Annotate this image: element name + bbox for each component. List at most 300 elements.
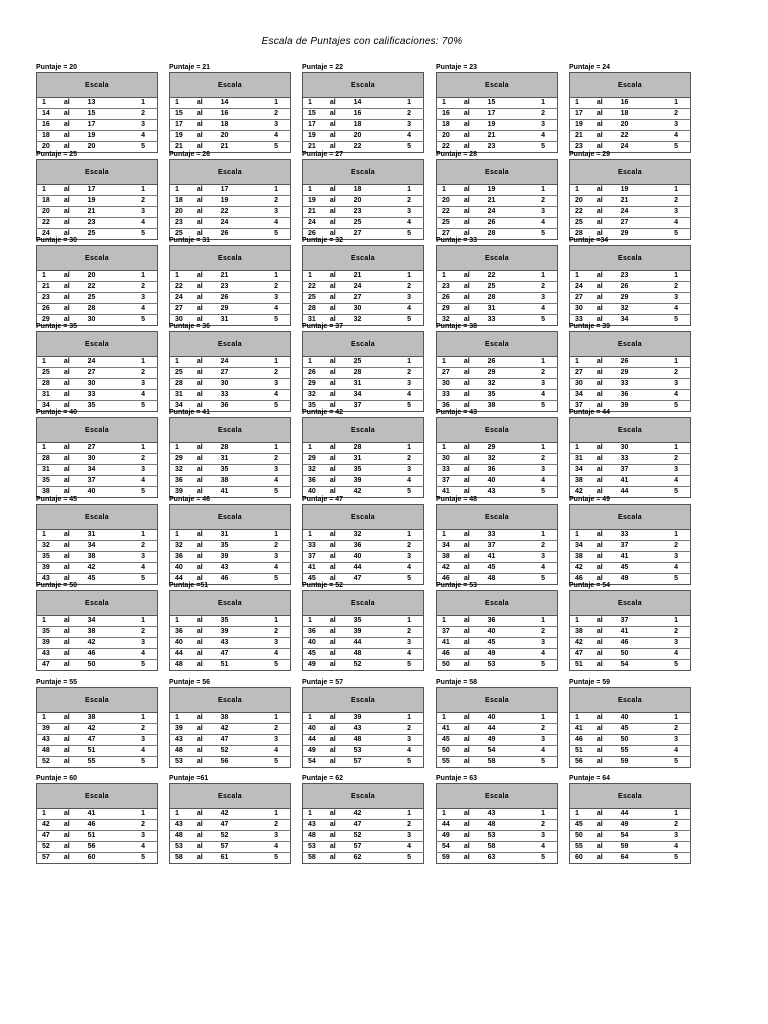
range-from: 26 [303, 368, 330, 379]
range-word: al [329, 575, 336, 582]
range-word: al [64, 368, 88, 379]
range-to: 31 [488, 304, 530, 315]
table-row [437, 109, 558, 120]
grade-value: 1 [662, 616, 690, 627]
table-row [170, 465, 291, 476]
range-word: al [463, 488, 470, 495]
table-row [37, 735, 158, 746]
range-word: al [330, 616, 354, 627]
score-table [569, 245, 691, 326]
table-row [170, 109, 291, 120]
grade-value: 5 [541, 758, 546, 765]
range-from: 36 [303, 627, 330, 638]
range-word: al [330, 820, 354, 831]
grade-value: 5 [141, 402, 146, 409]
grade-value: 5 [674, 661, 679, 668]
grade-value: 2 [262, 627, 290, 638]
range-from: 35 [37, 627, 64, 638]
range-to: 48 [354, 735, 396, 746]
grade-value: 3 [662, 638, 690, 649]
range-from: 1 [303, 443, 330, 454]
table-row [170, 541, 291, 552]
range-word: al [464, 109, 488, 120]
grade-value: 4 [262, 390, 290, 401]
range-word: al [330, 735, 354, 746]
grade-value: 5 [407, 758, 412, 765]
range-word: al [64, 293, 88, 304]
range-from: 1 [303, 357, 330, 368]
range-word: al [597, 724, 621, 735]
range-to: 26 [220, 230, 229, 237]
range-from: 39 [37, 563, 64, 574]
table-row [437, 616, 558, 627]
range-word: al [197, 831, 221, 842]
grade-value: 3 [662, 465, 690, 476]
table-row [37, 109, 158, 120]
table-row [570, 131, 691, 142]
range-to: 36 [488, 465, 530, 476]
range-from: 28 [170, 379, 197, 390]
range-word: al [197, 638, 221, 649]
range-to: 19 [221, 196, 263, 207]
table-row [570, 454, 691, 465]
score-table [36, 504, 158, 585]
grade-value: 4 [262, 842, 290, 853]
table-row [303, 809, 424, 820]
range-from: 44 [175, 575, 183, 582]
range-to: 48 [488, 820, 530, 831]
range-from: 24 [303, 218, 330, 229]
range-word: al [597, 368, 621, 379]
range-from: 1 [570, 809, 597, 820]
score-table [169, 783, 291, 864]
scale-header: Escala [37, 505, 158, 530]
range-to: 28 [354, 368, 396, 379]
table-row [570, 98, 691, 109]
range-from: 1 [37, 530, 64, 541]
range-word: al [596, 661, 603, 668]
range-word: al [329, 143, 336, 150]
range-word: al [597, 735, 621, 746]
range-to: 30 [621, 443, 663, 454]
range-from: 44 [437, 820, 464, 831]
range-word: al [464, 746, 488, 757]
range-word: al [597, 820, 621, 831]
range-to: 18 [621, 109, 663, 120]
range-from: 27 [437, 368, 464, 379]
range-from: 1 [37, 185, 64, 196]
range-from: 40 [170, 638, 197, 649]
range-word: al [197, 530, 221, 541]
score-block-label: Puntaje = 54 [569, 582, 611, 589]
grade-value: 1 [662, 809, 690, 820]
grade-value: 1 [129, 443, 157, 454]
range-word: al [464, 831, 488, 842]
score-block-label: Puntaje = 32 [302, 237, 344, 244]
table-row [170, 530, 291, 541]
grade-value: 1 [262, 530, 290, 541]
table-row [170, 476, 291, 487]
scale-header: Escala [37, 246, 158, 271]
range-to: 31 [221, 530, 263, 541]
grade-value: 3 [129, 735, 157, 746]
grade-value: 2 [395, 454, 423, 465]
grade-value: 1 [395, 713, 423, 724]
table-row [170, 820, 291, 831]
grade-value: 2 [262, 368, 290, 379]
range-to: 51 [220, 661, 229, 668]
range-from: 54 [437, 842, 464, 853]
grade-value: 3 [129, 293, 157, 304]
range-to: 37 [621, 616, 663, 627]
range-from: 56 [575, 758, 583, 765]
range-to: 31 [221, 454, 263, 465]
range-word: al [597, 218, 621, 229]
range-word: al [196, 402, 203, 409]
table-row [303, 271, 424, 282]
scale-header: Escala [437, 332, 558, 357]
table-row [37, 649, 158, 660]
grade-value: 4 [529, 218, 557, 229]
range-word: al [464, 649, 488, 660]
range-word: al [63, 854, 70, 861]
table-row [37, 809, 158, 820]
grade-value: 2 [529, 454, 557, 465]
range-word: al [63, 575, 70, 582]
range-word: al [464, 120, 488, 131]
range-from: 30 [570, 304, 597, 315]
grade-value: 5 [674, 575, 679, 582]
range-from: 20 [437, 196, 464, 207]
grade-value: 3 [395, 552, 423, 563]
range-to: 34 [88, 541, 130, 552]
score-table [436, 687, 558, 768]
grade-value: 4 [529, 304, 557, 315]
range-from: 39 [170, 724, 197, 735]
range-from: 1 [170, 271, 197, 282]
grade-value: 4 [395, 390, 423, 401]
range-from: 1 [570, 443, 597, 454]
table-row [437, 218, 558, 229]
table-row [303, 379, 424, 390]
range-word: al [464, 390, 488, 401]
scale-header: Escala [303, 418, 424, 443]
range-word: al [64, 616, 88, 627]
grade-value: 1 [395, 530, 423, 541]
range-word: al [197, 454, 221, 465]
range-word: al [330, 185, 354, 196]
table-row [37, 757, 158, 768]
range-from: 43 [303, 820, 330, 831]
range-to: 42 [353, 488, 362, 495]
grade-value: 1 [529, 98, 557, 109]
range-word: al [197, 98, 221, 109]
range-to: 34 [88, 616, 130, 627]
range-to: 25 [354, 218, 396, 229]
table-row [170, 98, 291, 109]
score-table [302, 417, 424, 498]
range-to: 47 [88, 735, 130, 746]
scale-header: Escala [570, 688, 691, 713]
range-from: 39 [37, 638, 64, 649]
scale-header: Escala [37, 591, 158, 616]
range-word: al [197, 271, 221, 282]
grade-value: 3 [529, 379, 557, 390]
range-from: 19 [303, 131, 330, 142]
range-to: 35 [488, 390, 530, 401]
score-block-label: Puntaje = 36 [169, 323, 211, 330]
grade-value: 2 [662, 454, 690, 465]
table-row [437, 120, 558, 131]
range-from: 32 [170, 465, 197, 476]
range-word: al [330, 724, 354, 735]
score-table [36, 72, 158, 153]
range-from: 37 [575, 402, 583, 409]
range-word: al [196, 758, 203, 765]
grade-value: 1 [129, 713, 157, 724]
range-from: 35 [37, 552, 64, 563]
table-row [437, 476, 558, 487]
page-title: Escala de Puntajes con calificaciones: 70% [261, 36, 463, 47]
grade-value: 2 [662, 196, 690, 207]
score-block-label: Puntaje = 49 [569, 496, 611, 503]
grade-value: 1 [129, 616, 157, 627]
grade-value: 5 [274, 854, 279, 861]
range-from: 59 [442, 854, 450, 861]
range-from: 25 [37, 368, 64, 379]
grade-value: 5 [141, 488, 146, 495]
range-word: al [597, 131, 621, 142]
scale-header: Escala [170, 73, 291, 98]
range-word: al [64, 109, 88, 120]
grade-value: 3 [529, 552, 557, 563]
grade-value: 3 [129, 120, 157, 131]
range-from: 43 [170, 735, 197, 746]
score-table [569, 504, 691, 585]
range-word: al [64, 713, 88, 724]
table-row [170, 185, 291, 196]
grade-value: 1 [129, 530, 157, 541]
range-word: al [329, 661, 336, 668]
grade-value: 4 [529, 746, 557, 757]
score-block-label: Puntaje = 60 [36, 775, 78, 782]
table-row [303, 357, 424, 368]
range-word: al [330, 282, 354, 293]
range-to: 42 [354, 809, 396, 820]
grade-value: 1 [395, 98, 423, 109]
scale-header: Escala [170, 246, 291, 271]
table-row [37, 207, 158, 218]
range-to: 45 [488, 563, 530, 574]
grade-value: 5 [274, 230, 279, 237]
table-row [570, 820, 691, 831]
range-to: 45 [488, 638, 530, 649]
range-from: 47 [37, 831, 64, 842]
grade-value: 3 [262, 735, 290, 746]
table-row [437, 757, 558, 768]
table-row [303, 368, 424, 379]
range-from: 1 [570, 357, 597, 368]
range-from: 43 [37, 649, 64, 660]
range-from: 36 [442, 402, 450, 409]
score-block-label: Puntaje = 44 [569, 409, 611, 416]
range-to: 27 [88, 443, 130, 454]
range-to: 20 [621, 120, 663, 131]
table-row [303, 627, 424, 638]
table-row [37, 842, 158, 853]
range-word: al [64, 379, 88, 390]
grade-value: 2 [395, 196, 423, 207]
range-word: al [597, 465, 621, 476]
grade-value: 1 [262, 271, 290, 282]
range-to: 24 [221, 357, 263, 368]
table-row [170, 131, 291, 142]
range-word: al [596, 854, 603, 861]
range-from: 18 [437, 120, 464, 131]
range-to: 19 [488, 185, 530, 196]
range-word: al [197, 809, 221, 820]
table-row [570, 185, 691, 196]
table-row [170, 379, 291, 390]
range-to: 43 [354, 724, 396, 735]
range-word: al [464, 809, 488, 820]
range-from: 22 [437, 207, 464, 218]
grade-value: 5 [274, 758, 279, 765]
range-to: 25 [88, 293, 130, 304]
range-from: 1 [170, 443, 197, 454]
range-from: 21 [308, 143, 316, 150]
table-row [303, 120, 424, 131]
score-table [436, 245, 558, 326]
grade-value: 2 [129, 196, 157, 207]
range-from: 34 [570, 465, 597, 476]
score-block-label: Puntaje = 56 [169, 679, 211, 686]
grade-value: 2 [262, 541, 290, 552]
range-from: 52 [42, 758, 50, 765]
range-to: 24 [620, 143, 629, 150]
range-from: 1 [170, 185, 197, 196]
range-from: 50 [442, 661, 450, 668]
table-row [437, 379, 558, 390]
range-from: 41 [570, 724, 597, 735]
table-row [303, 390, 424, 401]
range-to: 38 [221, 476, 263, 487]
table-row [170, 304, 291, 315]
grade-value: 3 [395, 293, 423, 304]
range-word: al [463, 661, 470, 668]
grade-value: 2 [129, 454, 157, 465]
scale-header: Escala [37, 73, 158, 98]
table-row [570, 627, 691, 638]
range-to: 39 [221, 552, 263, 563]
table-row [303, 530, 424, 541]
grade-value: 2 [395, 820, 423, 831]
grade-value: 4 [662, 131, 690, 142]
range-word: al [196, 575, 203, 582]
range-word: al [464, 293, 488, 304]
range-to: 45 [87, 575, 96, 582]
range-word: al [596, 143, 603, 150]
grade-value: 4 [395, 563, 423, 574]
range-from: 14 [37, 109, 64, 120]
range-word: al [63, 758, 70, 765]
range-word: al [197, 120, 221, 131]
table-row [37, 627, 158, 638]
table-row [437, 563, 558, 574]
range-from: 33 [437, 390, 464, 401]
range-word: al [464, 735, 488, 746]
range-word: al [464, 616, 488, 627]
range-to: 62 [353, 854, 362, 861]
grade-value: 1 [129, 98, 157, 109]
score-block-label: Puntaje = 46 [169, 496, 211, 503]
table-row [37, 443, 158, 454]
range-word: al [464, 218, 488, 229]
range-from: 1 [170, 809, 197, 820]
table-row [437, 207, 558, 218]
range-to: 28 [354, 443, 396, 454]
table-row [303, 638, 424, 649]
range-to: 57 [353, 758, 362, 765]
table-row [303, 842, 424, 853]
table-row [570, 757, 691, 768]
range-from: 41 [437, 724, 464, 735]
range-from: 16 [437, 109, 464, 120]
range-to: 33 [488, 530, 530, 541]
table-row [303, 304, 424, 315]
range-word: al [463, 230, 470, 237]
table-row [170, 713, 291, 724]
range-to: 39 [354, 476, 396, 487]
grade-value: 4 [529, 842, 557, 853]
range-word: al [597, 627, 621, 638]
table-row [570, 443, 691, 454]
grade-value: 4 [129, 563, 157, 574]
range-to: 50 [621, 649, 663, 660]
grade-value: 3 [262, 207, 290, 218]
range-to: 18 [221, 120, 263, 131]
score-block-label: Puntaje = 37 [302, 323, 344, 330]
range-to: 21 [488, 131, 530, 142]
range-from: 42 [437, 563, 464, 574]
range-word: al [64, 627, 88, 638]
range-word: al [197, 109, 221, 120]
score-table [169, 417, 291, 498]
range-to: 32 [621, 304, 663, 315]
range-to: 34 [88, 465, 130, 476]
grade-value: 5 [407, 230, 412, 237]
range-from: 35 [308, 402, 316, 409]
range-from: 60 [575, 854, 583, 861]
range-word: al [64, 746, 88, 757]
range-word: al [330, 465, 354, 476]
grade-value: 4 [129, 842, 157, 853]
table-row [37, 746, 158, 757]
range-to: 39 [620, 402, 629, 409]
range-word: al [197, 390, 221, 401]
range-from: 21 [570, 131, 597, 142]
range-word: al [197, 724, 221, 735]
range-word: al [597, 109, 621, 120]
table-row [303, 476, 424, 487]
range-to: 41 [488, 552, 530, 563]
grade-value: 5 [274, 575, 279, 582]
range-to: 21 [220, 143, 229, 150]
grade-value: 5 [274, 143, 279, 150]
range-word: al [330, 357, 354, 368]
range-from: 25 [570, 218, 597, 229]
table-row [437, 465, 558, 476]
